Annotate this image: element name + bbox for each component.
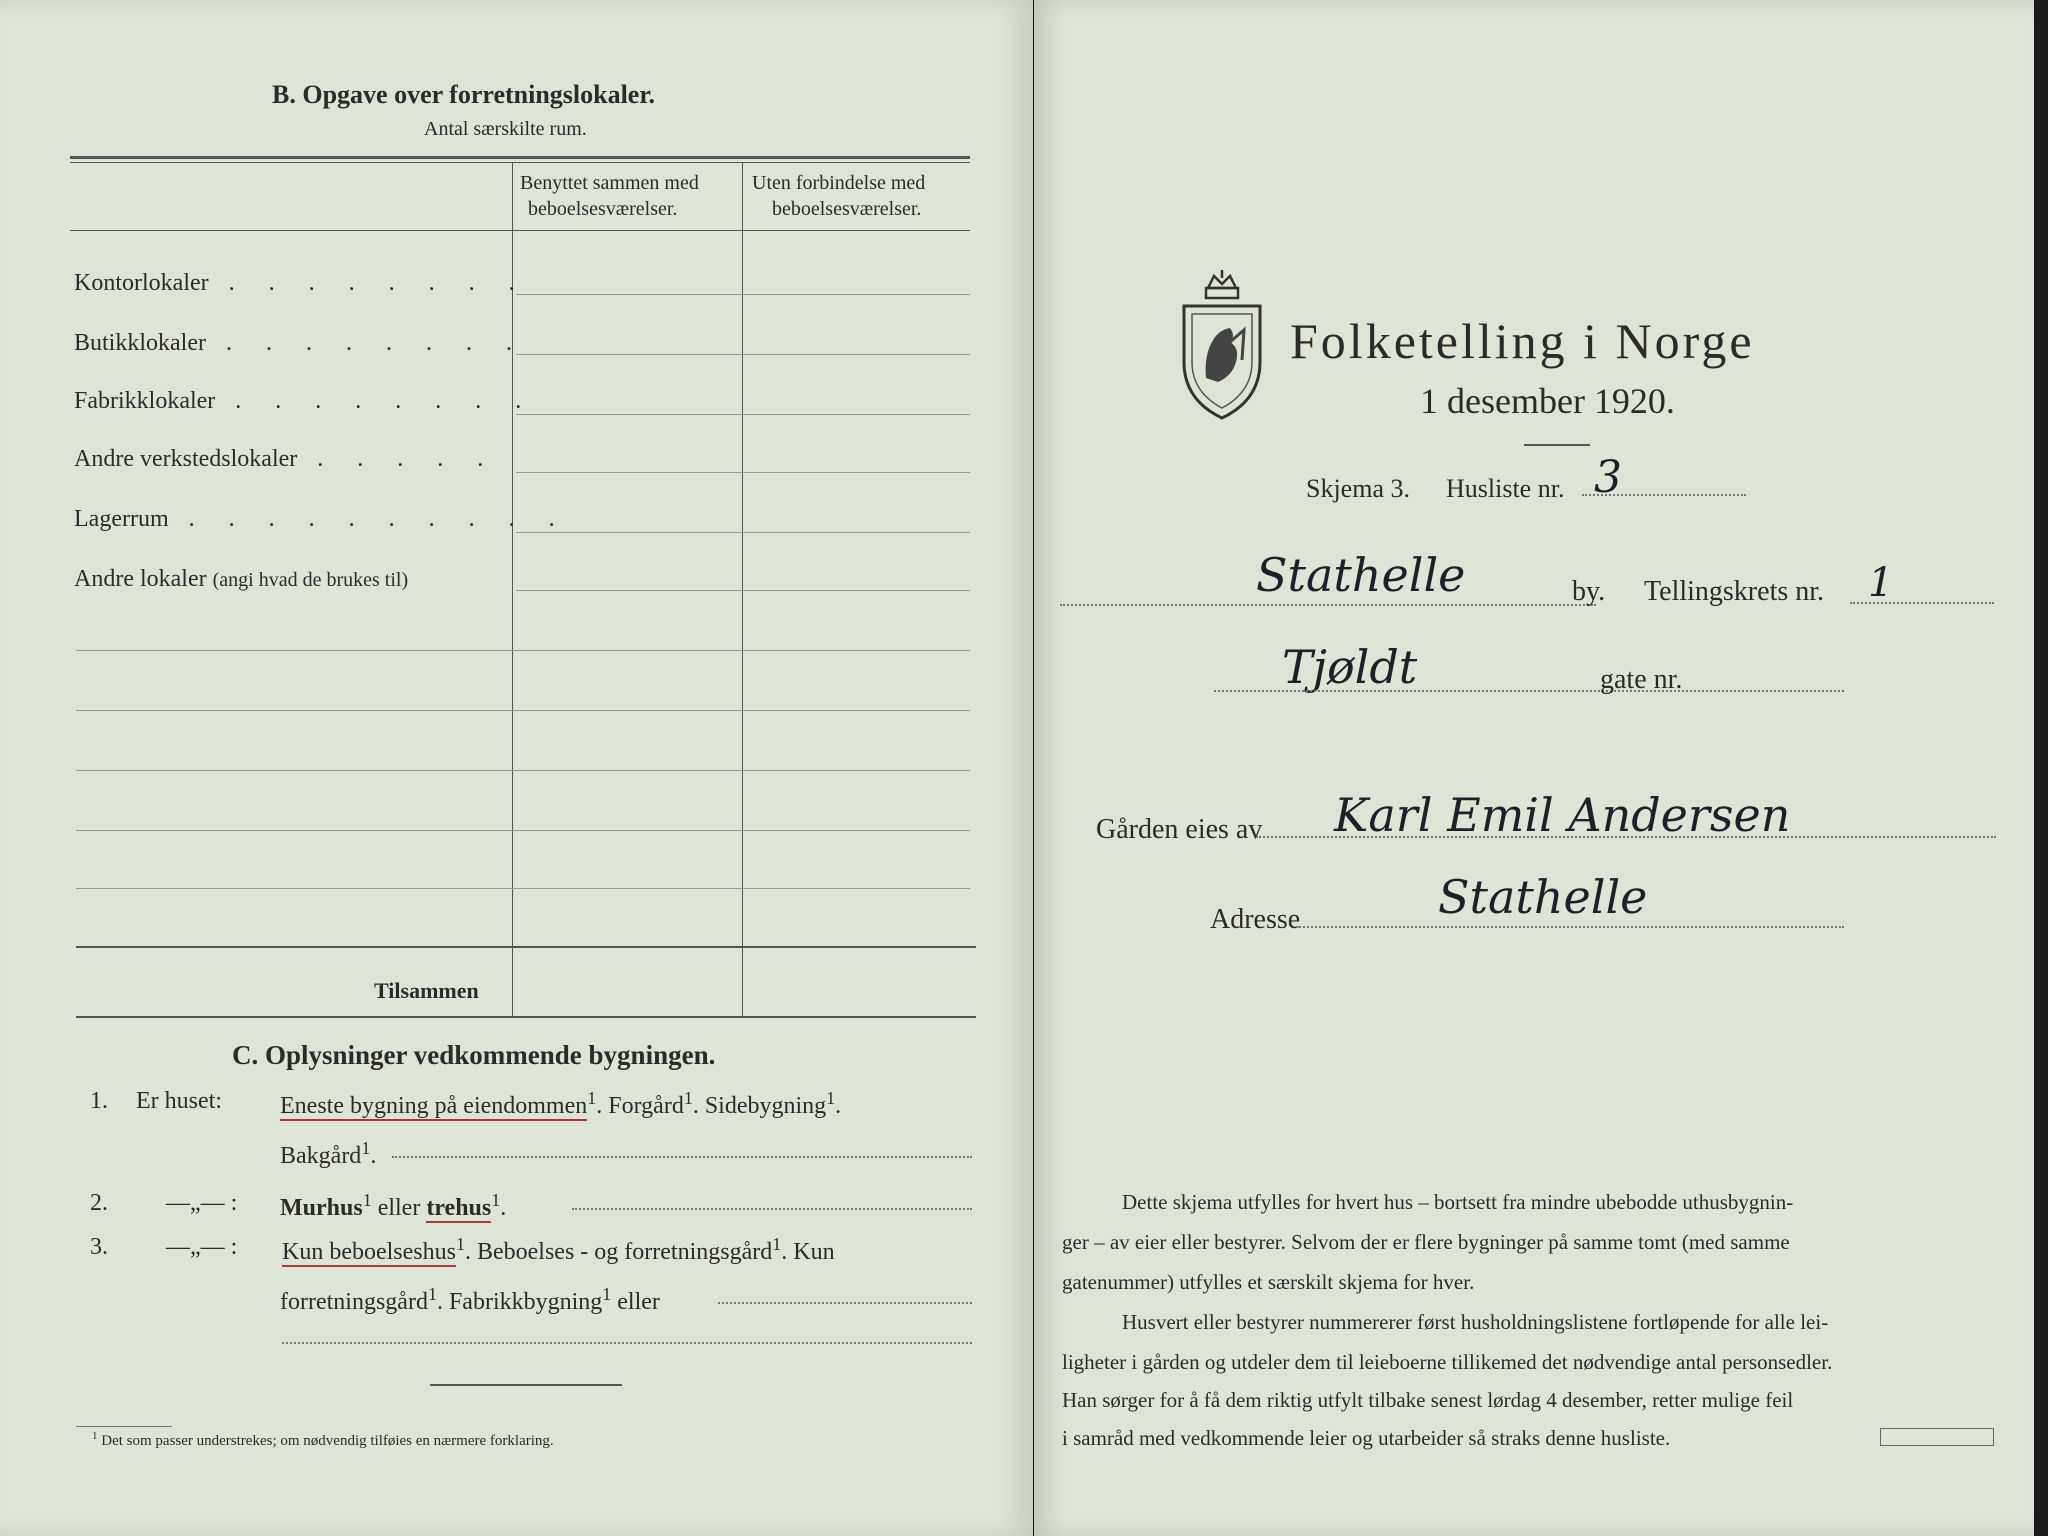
row-label-lager: Lagerrum . . . . . . . . . . [74,506,569,532]
q2-options: Murhus$^1$ eller trehus$^1$. [280,1190,507,1221]
footnote: $^1$ Det som passer understrekes; om nødvendig tilføies en nærmere forklaring. [92,1430,554,1449]
instructions-p1-l2: ger – av eier eller bestyrer. Selvom der er flere bygninger på samme tomt (med samme [1062,1230,1790,1254]
form-title: Folketelling i Norge [1290,313,1755,369]
owner-line [1256,836,1996,838]
row-rule-6 [516,590,970,591]
instructions-p2-l3: Han sørger for å få dem riktig utfylt tilbake senest lørdag 4 desember, retter mulige feil [1062,1388,1794,1412]
q2-dash: —„— : [166,1190,238,1216]
instructions-p1-l1: Dette skjema utfylles for hvert hus – bortsett fra mindre ubebodde uthusbygnin- [1122,1190,1794,1214]
row-label-butikk: Butikklokaler . . . . . . . . [74,330,526,356]
address-value: Stathelle [1438,870,1648,924]
header-bottom-rule [70,230,970,231]
q3-dash: —„— : [166,1234,238,1260]
q3-fill-line [718,1302,972,1304]
section-c-title: C. Oplysninger vedkommende bygningen. [232,1040,716,1070]
printer-mark [1880,1428,1994,1446]
instructions-p2-l4: i samråd med vedkommende leier og utarbeider så straks denne husliste. [1062,1426,1671,1450]
total-bottom-rule [76,1016,976,1018]
table-top-rule [70,156,970,159]
q3-options-line2: forretningsgård$^1$. Fabrikkbygning$^1$ eller [280,1284,660,1315]
q1-number: 1. [90,1088,108,1114]
row-rule-3 [516,414,970,415]
krets-line [1850,602,1994,604]
instructions-p2-l1: Husvert eller bestyrer nummererer først husholdningslistene fortløpende for alle lei- [1122,1310,1829,1334]
total-top-rule [76,946,976,948]
krets-value: 1 [1868,560,1894,606]
q1-fill-line [392,1156,972,1158]
q1-options: Eneste bygning på eiendommen$^1$. Forgård$^1$. Sidebygning$^1$. [280,1088,842,1119]
krets-label: Tellingskrets nr. [1644,576,1825,607]
q3-fill-line-2 [282,1342,972,1344]
town-line [1060,604,1596,606]
owner-label: Gården eies av [1096,814,1263,845]
section-b-title: B. Opgave over forretningslokaler. [272,80,656,109]
row-rule-1 [516,294,970,295]
row-rule-10 [76,830,970,831]
row-rule-4 [516,472,970,473]
row-rule-5 [516,532,970,533]
row-rule-7 [76,650,970,651]
q3-options-line1: Kun beboelseshus$^1$. Beboelses - og forretningsgård$^1$. Kun [282,1234,835,1265]
row-rule-9 [76,770,970,771]
q2-number: 2. [90,1190,108,1216]
q1-label: Er huset: [136,1088,222,1114]
row-label-verksted: Andre verkstedslokaler . . . . . [74,446,498,472]
street-value: Tjøldt [1282,640,1418,694]
instructions-p2-l2: ligheter i gården og utdeler dem til leieboerne tillikemed det nødvendige antal personsedler. [1062,1350,1833,1374]
col2-header-line2: beboelsesværelser. [772,198,922,220]
row-rule-8 [76,710,970,711]
husliste-line [1582,494,1746,496]
section-b-subtitle: Antal særskilte rum. [424,118,587,140]
row-rule-2 [516,354,970,355]
town-value: Stathelle [1256,548,1466,602]
instructions-p1-l3: gatenummer) utfylles et særskilt skjema for hver. [1062,1270,1475,1294]
total-label: Tilsammen [374,978,479,1003]
gate-label: gate nr. [1600,664,1683,695]
col1-header-line2: beboelsesværelser. [528,198,678,220]
row-label-kontor: Kontorlokaler . . . . . . . . [74,270,529,296]
husliste-value: 3 [1594,452,1622,503]
owner-value: Karl Emil Andersen [1334,788,1791,842]
address-line [1296,926,1844,928]
col1-header-line1: Benyttet sammen med [520,172,699,194]
q1-bakgard: Bakgård$^1$. [280,1138,377,1169]
footnote-rule [76,1426,172,1427]
husliste-label: Husliste nr. [1446,474,1565,503]
q2-fill-line [572,1208,972,1210]
q3-number: 3. [90,1234,108,1260]
by-label: by. [1572,576,1606,607]
skjema-label: Skjema 3. [1306,474,1410,503]
table-top-rule-2 [70,162,970,163]
title-separator [1524,444,1590,446]
col2-header-line1: Uten forbindelse med [752,172,926,194]
address-label: Adresse [1210,904,1301,935]
form-date: 1 desember 1920. [1420,381,1675,421]
row-rule-11 [76,888,970,889]
row-label-fabrikk: Fabrikklokaler . . . . . . . . [74,388,536,414]
coat-of-arms-icon [1178,270,1266,420]
row-label-andre: Andre lokaler (angi hvad de brukes til) [74,566,409,592]
separator-rule [430,1384,622,1386]
right-page [1034,0,2034,1536]
street-line [1214,690,1844,692]
